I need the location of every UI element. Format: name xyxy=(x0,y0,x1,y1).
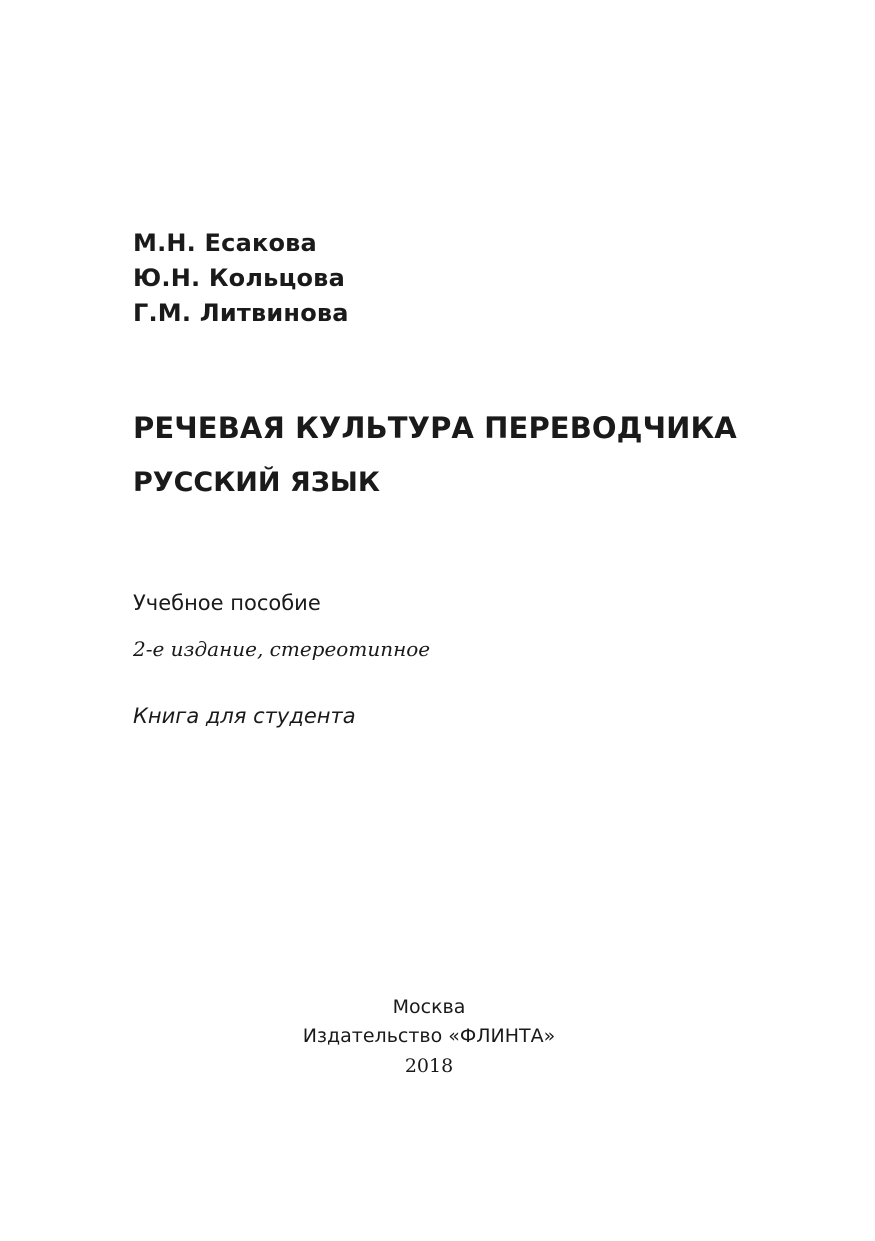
author-name: М.Н. Есакова xyxy=(133,229,317,257)
author-name: Г.М. Литвинова xyxy=(133,299,349,327)
author-list xyxy=(133,226,349,331)
edition-note: 2-е издание, стереотипное xyxy=(133,637,431,661)
audience-note: Книга для студента xyxy=(133,704,356,728)
imprint-city: Москва xyxy=(392,996,466,1018)
author-name: Ю.Н. Кольцова xyxy=(133,264,345,292)
imprint-publisher: Издательство «ФЛИНТА» xyxy=(302,1025,556,1047)
book-title: РЕЧЕВАЯ КУЛЬТУРА ПЕРЕВОДЧИКА xyxy=(133,411,737,445)
imprint-year: 2018 xyxy=(404,1055,454,1077)
imprint xyxy=(0,993,858,1081)
book-subtitle: РУССКИЙ ЯЗЫК xyxy=(133,467,380,498)
document-type: Учебное пособие xyxy=(133,591,321,615)
